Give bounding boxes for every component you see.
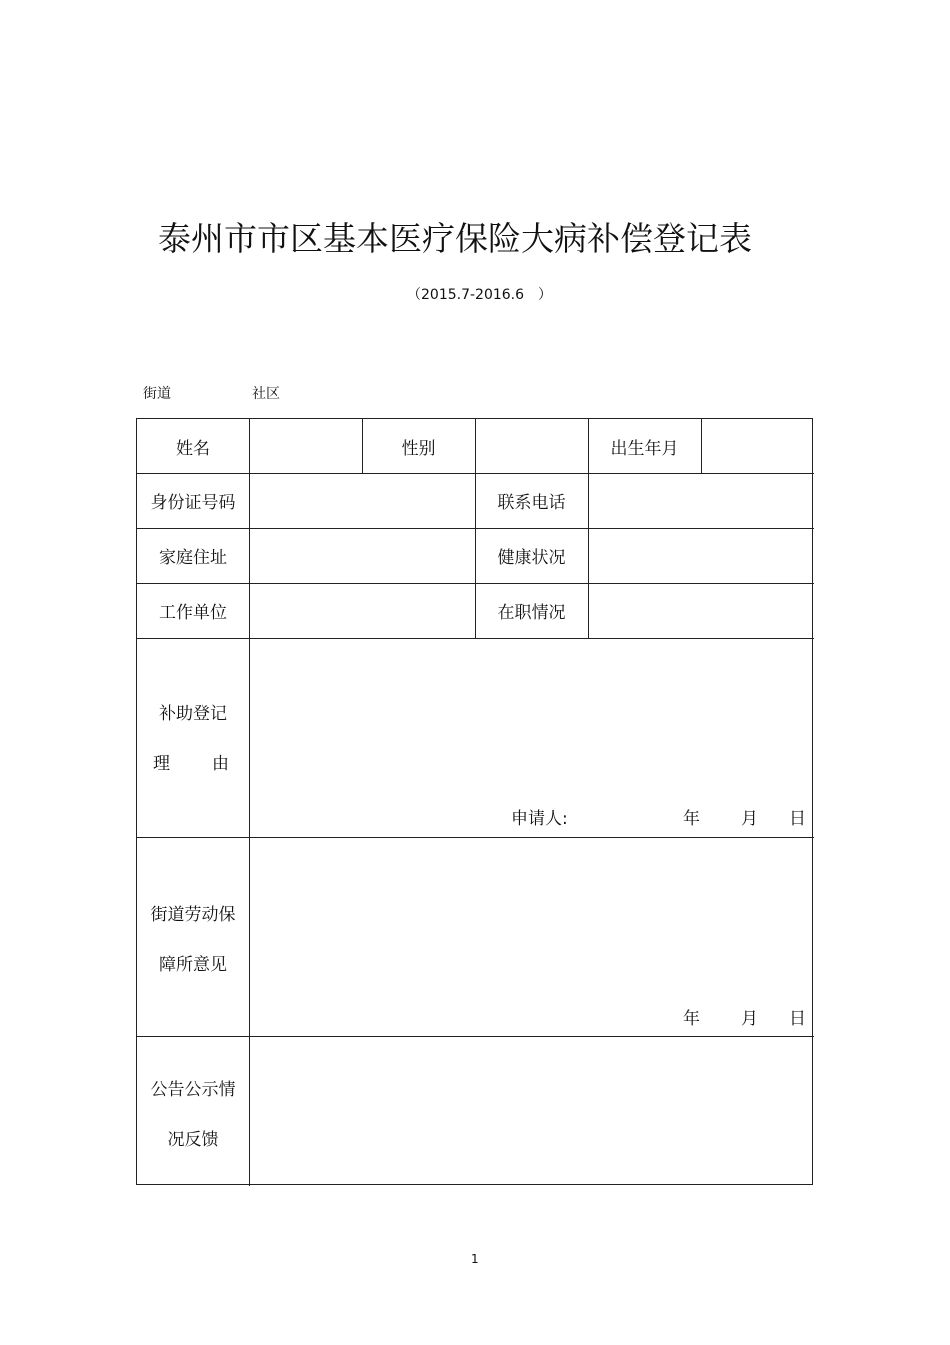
row-divider xyxy=(137,837,814,838)
street-label: 街道 xyxy=(143,386,171,402)
reason-day-label: 日 xyxy=(789,809,806,829)
employment-status-label: 在职情况 xyxy=(497,603,566,623)
reason-label-char-a: 理 xyxy=(153,754,170,774)
row-divider xyxy=(137,1036,814,1037)
reason-label xyxy=(137,689,249,789)
reason-label-line2 xyxy=(137,739,249,789)
applicant-label: 申请人: xyxy=(511,809,568,829)
row-divider xyxy=(137,638,814,639)
opinion-year-label: 年 xyxy=(683,1009,700,1029)
registration-form-table xyxy=(136,418,813,1185)
publicity-label-line1: 公告公示情 xyxy=(150,1080,236,1100)
publicity-label xyxy=(137,1065,249,1165)
opinion-label-line2: 障所意见 xyxy=(159,955,227,975)
community-label: 社区 xyxy=(252,386,280,402)
reason-year-label: 年 xyxy=(683,809,700,829)
phone-label: 联系电话 xyxy=(497,493,566,513)
document-title: 泰州市市区基本医疗保险大病补偿登记表 xyxy=(158,219,752,258)
opinion-label-line1: 街道劳动保 xyxy=(150,905,236,925)
opinion-label xyxy=(137,890,249,990)
reason-month-label: 月 xyxy=(741,809,758,829)
column-divider xyxy=(701,419,702,473)
reason-label-char-b: 由 xyxy=(212,754,229,774)
publicity-label-line2: 况反馈 xyxy=(167,1130,219,1150)
work-unit-label: 工作单位 xyxy=(159,603,227,623)
period-range: （2015.7-2016.6 ） xyxy=(407,287,553,303)
column-divider xyxy=(249,419,250,1186)
birth-date-label: 出生年月 xyxy=(610,438,679,459)
opinion-day-label: 日 xyxy=(789,1009,806,1029)
page-number: 1 xyxy=(471,1252,479,1266)
reason-label-line1: 补助登记 xyxy=(159,704,227,724)
opinion-month-label: 月 xyxy=(741,1009,758,1029)
name-label: 姓名 xyxy=(176,438,210,459)
address-label: 家庭住址 xyxy=(159,548,227,568)
gender-label: 性别 xyxy=(401,438,436,459)
id-number-label: 身份证号码 xyxy=(150,493,236,513)
health-status-label: 健康状况 xyxy=(497,548,566,568)
